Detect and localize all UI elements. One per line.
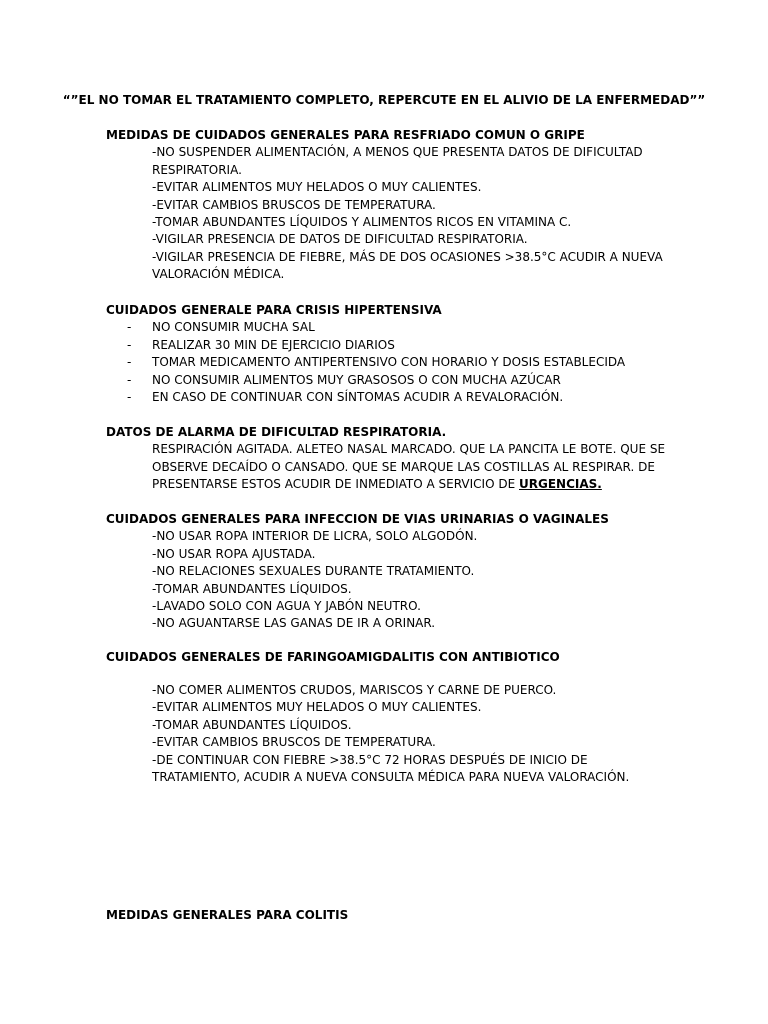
section-heading: MEDIDAS DE CUIDADOS GENERALES PARA RESFRIADO COMUN O GRIPE <box>106 128 585 142</box>
section-heading: DATOS DE ALARMA DE DIFICULTAD RESPIRATORIA. <box>106 425 447 439</box>
text-line: -NO AGUANTARSE LAS GANAS DE IR A ORINAR. <box>152 616 436 631</box>
dash-bullet: - <box>127 355 132 370</box>
list-item <box>106 389 666 406</box>
section-paragraph <box>106 441 666 493</box>
text-line: -NO SUSPENDER ALIMENTACIÓN, A MENOS QUE PRESENTA DATOS DE DIFICULTAD RESPIRATORIA. <box>152 145 643 177</box>
section-heading: CUIDADOS GENERALES DE FARINGOAMIGDALITIS CON ANTIBIOTICO <box>106 650 560 664</box>
list-item <box>106 319 666 336</box>
section-heading: CUIDADOS GENERALES PARA INFECCION DE VIAS URINARIAS O VAGINALES <box>106 512 609 526</box>
text-line: -NO USAR ROPA AJUSTADA. <box>152 546 316 561</box>
text-line: -VIGILAR PRESENCIA DE DATOS DE DIFICULTAD RESPIRATORIA. <box>152 232 528 247</box>
section-colitis <box>106 907 666 924</box>
section-resfriado-gripe <box>106 127 666 284</box>
dash-bullet: - <box>127 337 132 352</box>
list-item <box>106 337 666 354</box>
section-faringoamigdalitis-body <box>106 682 666 786</box>
section-lines <box>106 528 666 632</box>
section-lines <box>106 682 666 786</box>
dash-bullet: - <box>127 372 132 387</box>
list-item-text: REALIZAR 30 MIN DE EJERCICIO DIARIOS <box>152 337 395 352</box>
text-line: -NO USAR ROPA INTERIOR DE LICRA, SOLO ALGODÓN. <box>152 529 478 544</box>
dash-bullet: - <box>127 320 132 335</box>
dash-bullet: - <box>127 390 132 405</box>
section-vias-urinarias <box>106 511 666 633</box>
text-line: -EVITAR CAMBIOS BRUSCOS DE TEMPERATURA. <box>152 735 436 750</box>
section-heading: CUIDADOS GENERALE PARA CRISIS HIPERTENSIVA <box>106 303 442 317</box>
section-datos-alarma <box>106 424 666 494</box>
text-line: -NO COMER ALIMENTOS CRUDOS, MARISCOS Y CARNE DE PUERCO. <box>152 683 557 697</box>
section-faringoamigdalitis <box>106 649 666 666</box>
list-item <box>106 372 666 389</box>
text-line: -TOMAR ABUNDANTES LÍQUIDOS. <box>152 581 352 596</box>
text-line: -EVITAR CAMBIOS BRUSCOS DE TEMPERATURA. <box>152 197 436 212</box>
paragraph-text: RESPIRACIÓN AGITADA. ALETEO NASAL MARCADO. QUE LA PANCITA LE BOTE. QUE SE OBSERVE DECAÍDO O CANSADO. QUE SE MARQUE LAS COSTILLAS AL RESPIRAR. DE PRESENTARSE ESTOS ACUDIR DE INMEDIATO A SERVICIO DE <box>152 442 666 492</box>
section-crisis-hipertensiva <box>106 302 666 406</box>
section-lines <box>106 144 666 283</box>
list-item-text: NO CONSUMIR ALIMENTOS MUY GRASOSOS O CON MUCHA AZÚCAR <box>152 372 561 387</box>
section-heading: MEDIDAS GENERALES PARA COLITIS <box>106 908 349 922</box>
list-item-text: TOMAR MEDICAMENTO ANTIPERTENSIVO CON HORARIO Y DOSIS ESTABLECIDA <box>152 355 626 370</box>
list-item-text: NO CONSUMIR MUCHA SAL <box>152 320 315 335</box>
text-line: -TOMAR ABUNDANTES LÍQUIDOS Y ALIMENTOS RICOS EN VITAMINA C. <box>152 215 572 230</box>
text-line: -EVITAR ALIMENTOS MUY HELADOS O MUY CALIENTES. <box>152 700 482 715</box>
bullet-list <box>106 319 666 406</box>
urgencias-emphasis: URGENCIAS. <box>519 477 602 492</box>
list-item-text: EN CASO DE CONTINUAR CON SÍNTOMAS ACUDIR A REVALORACIÓN. <box>152 390 564 405</box>
text-line: -LAVADO SOLO CON AGUA Y JABÓN NEUTRO. <box>152 599 421 614</box>
text-line: -VIGILAR PRESENCIA DE FIEBRE, MÁS DE DOS OCASIONES >38.5°C ACUDIR A NUEVA VALORACIÓN MÉDICA. <box>152 249 663 282</box>
text-line: -DE CONTINUAR CON FIEBRE >38.5°C 72 HORAS DESPUÉS DE INICIO DE TRATAMIENTO, ACUDIR A NUEVA CONSULTA MÉDICA PARA NUEVA VALORACIÓN. <box>152 752 630 785</box>
document-title: “”EL NO TOMAR EL TRATAMIENTO COMPLETO, REPERCUTE EN EL ALIVIO DE LA ENFERMEDAD”” <box>62 93 706 107</box>
list-item <box>106 354 666 371</box>
text-line: -NO RELACIONES SEXUALES DURANTE TRATAMIENTO. <box>152 564 475 579</box>
text-line: -EVITAR ALIMENTOS MUY HELADOS O MUY CALIENTES. <box>152 180 482 195</box>
text-line: -TOMAR ABUNDANTES LÍQUIDOS. <box>152 717 352 732</box>
